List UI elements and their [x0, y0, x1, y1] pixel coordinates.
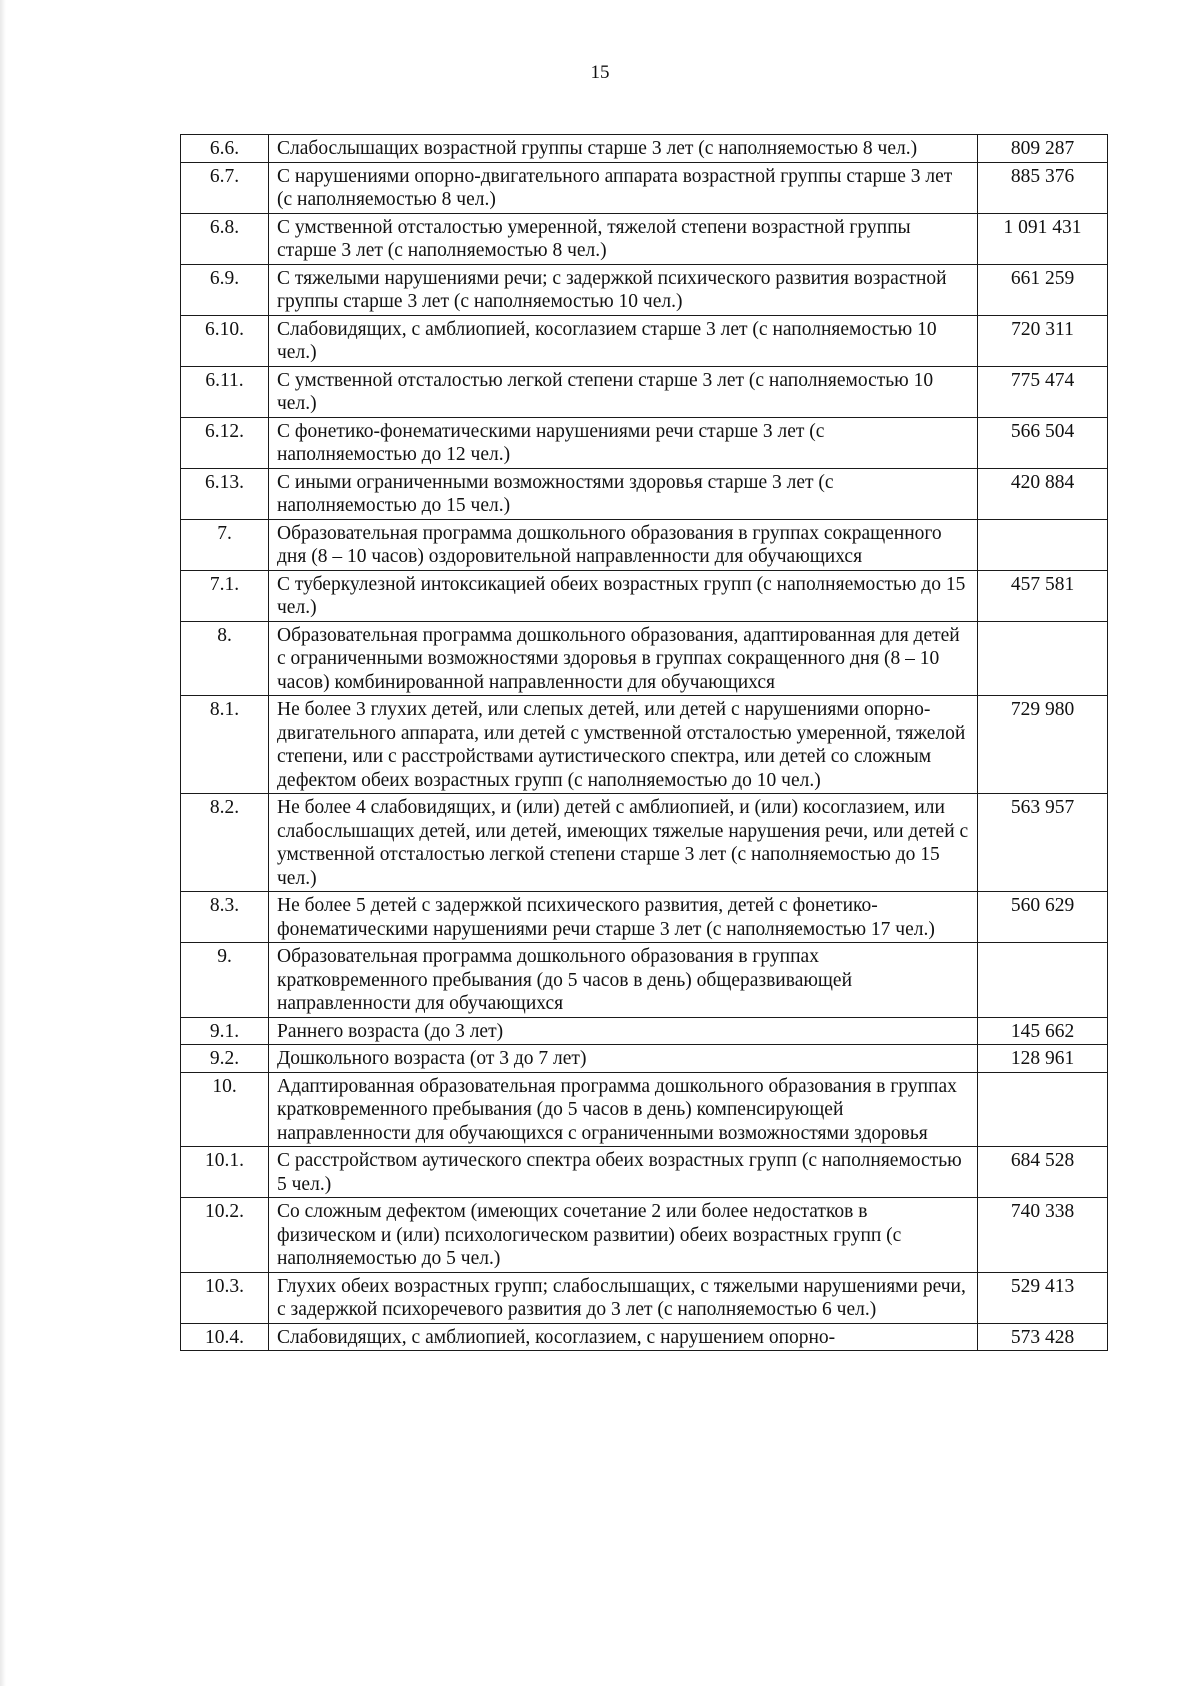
row-number: 10.4.	[181, 1323, 269, 1351]
row-number: 6.13.	[181, 468, 269, 519]
row-description: Образовательная программа дошкольного образования в группах кратковременного пребывания (до 5 часов в день) общеразвивающей направленности для обучающихся	[269, 943, 978, 1018]
row-value: 566 504	[978, 417, 1108, 468]
row-value: 128 961	[978, 1045, 1108, 1073]
tariff-table	[180, 134, 1108, 1351]
row-number: 6.9.	[181, 264, 269, 315]
row-number: 6.12.	[181, 417, 269, 468]
row-value: 457 581	[978, 570, 1108, 621]
row-value	[978, 943, 1108, 1018]
row-number: 7.	[181, 519, 269, 570]
row-description: Дошкольного возраста (от 3 до 7 лет)	[269, 1045, 978, 1073]
row-value	[978, 519, 1108, 570]
row-value: 560 629	[978, 892, 1108, 943]
table-row	[181, 892, 1108, 943]
table-row	[181, 570, 1108, 621]
row-description: Не более 5 детей с задержкой психического развития, детей с фонетико-фонематическими нарушениями речи старше 3 лет (с наполняемостью 17 чел.)	[269, 892, 978, 943]
row-value: 145 662	[978, 1017, 1108, 1045]
row-description: С фонетико-фонематическими нарушениями речи старше 3 лет (с наполняемостью до 12 чел.)	[269, 417, 978, 468]
row-value: 775 474	[978, 366, 1108, 417]
table-row	[181, 315, 1108, 366]
row-value: 573 428	[978, 1323, 1108, 1351]
row-description: Слабослышащих возрастной группы старше 3 лет (с наполняемостью 8 чел.)	[269, 135, 978, 163]
table-row	[181, 794, 1108, 892]
row-description: Не более 3 глухих детей, или слепых детей, или детей с нарушениями опорно-двигательного аппарата, или детей с умственной отсталостью умеренной, тяжелой степени, или с расстройствами аутистического спектра, или детей со сложным дефектом обеих возрастных групп (с наполняемостью до 10 чел.)	[269, 696, 978, 794]
scan-edge-shadow	[0, 0, 6, 1686]
row-value	[978, 1072, 1108, 1147]
row-number: 6.8.	[181, 213, 269, 264]
row-number: 9.1.	[181, 1017, 269, 1045]
row-description: Раннего возраста (до 3 лет)	[269, 1017, 978, 1045]
row-description: С тяжелыми нарушениями речи; с задержкой психического развития возрастной группы старше 3 лет (с наполняемостью 10 чел.)	[269, 264, 978, 315]
row-description: С умственной отсталостью умеренной, тяжелой степени возрастной группы старше 3 лет (с наполняемостью 8 чел.)	[269, 213, 978, 264]
row-value	[978, 621, 1108, 696]
table-row	[181, 519, 1108, 570]
row-number: 8.1.	[181, 696, 269, 794]
row-value: 1 091 431	[978, 213, 1108, 264]
row-value: 529 413	[978, 1272, 1108, 1323]
table-row	[181, 621, 1108, 696]
table-row	[181, 1323, 1108, 1351]
table-row	[181, 264, 1108, 315]
table-row	[181, 1147, 1108, 1198]
row-value: 563 957	[978, 794, 1108, 892]
row-number: 6.10.	[181, 315, 269, 366]
table-row	[181, 417, 1108, 468]
row-number: 7.1.	[181, 570, 269, 621]
table-row	[181, 135, 1108, 163]
row-number: 6.11.	[181, 366, 269, 417]
table-row	[181, 1045, 1108, 1073]
row-value: 729 980	[978, 696, 1108, 794]
row-value: 661 259	[978, 264, 1108, 315]
row-description: Образовательная программа дошкольного образования, адаптированная для детей с ограниченными возможностями здоровья в группах сокращенного дня (8 – 10 часов) комбинированной направленности для обучающихся	[269, 621, 978, 696]
row-number: 10.1.	[181, 1147, 269, 1198]
row-number: 8.2.	[181, 794, 269, 892]
table-row	[181, 943, 1108, 1018]
table-row	[181, 1017, 1108, 1045]
table-row	[181, 162, 1108, 213]
row-number: 8.3.	[181, 892, 269, 943]
row-number: 10.	[181, 1072, 269, 1147]
table-row	[181, 1072, 1108, 1147]
table-row	[181, 1198, 1108, 1273]
table-body	[181, 135, 1108, 1351]
row-number: 8.	[181, 621, 269, 696]
row-number: 10.2.	[181, 1198, 269, 1273]
row-description: С нарушениями опорно-двигательного аппарата возрастной группы старше 3 лет (с наполняемостью 8 чел.)	[269, 162, 978, 213]
row-description: С расстройством аутического спектра обеих возрастных групп (с наполняемостью 5 чел.)	[269, 1147, 978, 1198]
row-value: 740 338	[978, 1198, 1108, 1273]
table-row	[181, 696, 1108, 794]
row-number: 9.2.	[181, 1045, 269, 1073]
row-description: Адаптированная образовательная программа дошкольного образования в группах кратковременного пребывания (до 5 часов в день) компенсирующей направленности для обучающихся с ограниченными возможностями здоровья	[269, 1072, 978, 1147]
row-description: С иными ограниченными возможностями здоровья старше 3 лет (с наполняемостью до 15 чел.)	[269, 468, 978, 519]
row-value: 720 311	[978, 315, 1108, 366]
table-row	[181, 468, 1108, 519]
row-description: С туберкулезной интоксикацией обеих возрастных групп (с наполняемостью до 15 чел.)	[269, 570, 978, 621]
table-row	[181, 366, 1108, 417]
row-number: 9.	[181, 943, 269, 1018]
row-description: Слабовидящих, с амблиопией, косоглазием старше 3 лет (с наполняемостью 10 чел.)	[269, 315, 978, 366]
row-description: Образовательная программа дошкольного образования в группах сокращенного дня (8 – 10 часов) оздоровительной направленности для обучающихся	[269, 519, 978, 570]
row-description: Не более 4 слабовидящих, и (или) детей с амблиопией, и (или) косоглазием, или слабослышащих детей, или детей, имеющих тяжелые нарушения речи, или детей с умственной отсталостью легкой степени старше 3 лет (с наполняемостью до 15 чел.)	[269, 794, 978, 892]
row-value: 809 287	[978, 135, 1108, 163]
row-description: Слабовидящих, с амблиопией, косоглазием, с нарушением опорно-	[269, 1323, 978, 1351]
row-description: Глухих обеих возрастных групп; слабослышащих, с тяжелыми нарушениями речи, с задержкой психоречевого развития до 3 лет (с наполняемостью 6 чел.)	[269, 1272, 978, 1323]
row-value: 684 528	[978, 1147, 1108, 1198]
row-value: 885 376	[978, 162, 1108, 213]
row-number: 6.6.	[181, 135, 269, 163]
row-value: 420 884	[978, 468, 1108, 519]
table-row	[181, 213, 1108, 264]
row-description: С умственной отсталостью легкой степени старше 3 лет (с наполняемостью 10 чел.)	[269, 366, 978, 417]
row-number: 6.7.	[181, 162, 269, 213]
table-row	[181, 1272, 1108, 1323]
row-description: Со сложным дефектом (имеющих сочетание 2 или более недостатков в физическом и (или) психологическом развитии) обеих возрастных групп (с наполняемостью до 5 чел.)	[269, 1198, 978, 1273]
row-number: 10.3.	[181, 1272, 269, 1323]
page-number: 15	[590, 62, 610, 83]
